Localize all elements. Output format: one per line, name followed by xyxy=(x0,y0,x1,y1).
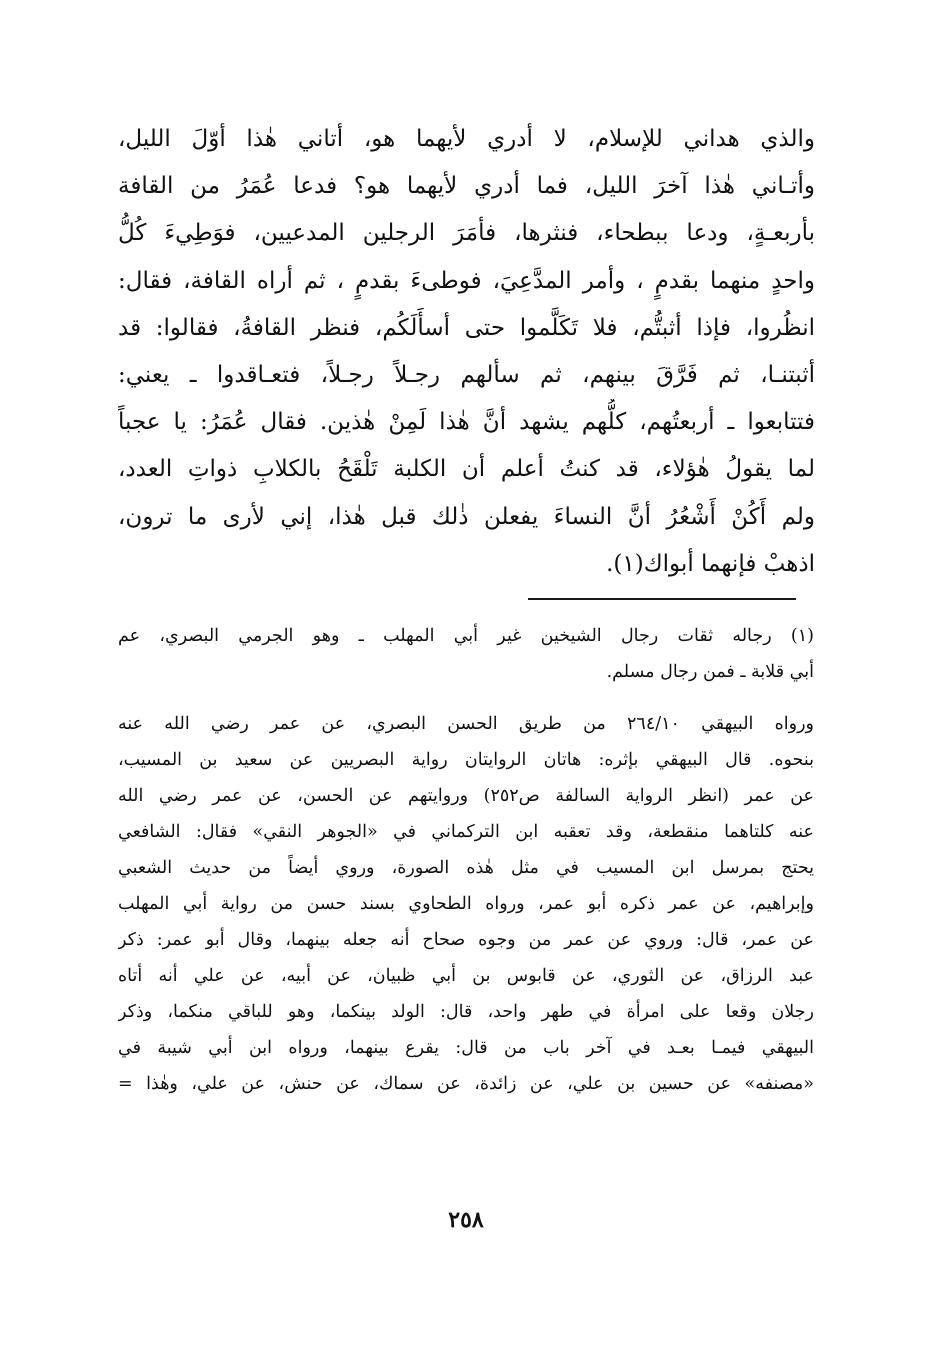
main-text-line: فتتابعوا ـ أربعتُهم، كلُّهم يشهد أنَّ هٰذا لَمِنْ هٰذين. فقال عُمَرُ: يا عجباً xyxy=(118,409,815,436)
footnote-line: «مصنفه» عن حسين بن علي، عن زائدة، عن سماك، عن حنش، عن علي، وهٰذا = xyxy=(118,1074,814,1094)
page-number: ٢٥٨ xyxy=(448,1207,484,1233)
main-text-line: ولم أَكُنْ أَشْعُرُ أنَّ النساءَ يفعلن ذٰلك قبل هٰذا، إني لأرى ما ترون، xyxy=(118,503,815,530)
main-text-line: والذي هداني للإسلام، لا أدري لأيهما هو، أتاني هٰذا أوّلَ الليل، xyxy=(118,126,815,152)
main-text-line: لما يقولُ هٰؤلاء، قد كنتُ أعلم أن الكلبة تَلْقَحُ بالكلابِ ذواتِ العدد، xyxy=(118,456,815,483)
footnote-line: وإبراهيم، عن عمر ذكره أبو عمر، ورواه الطحاوي بسند حسن من رواية أبي المهلب xyxy=(118,894,814,914)
main-text-line: اذهبْ فإنهما أبواك(١). xyxy=(606,550,815,577)
main-text-line: أثبتنـا، ثم فَرَّقَ بينهم، ثم سألهم رجـلاً رجـلاً، فتعـاقدوا ـ يعني: xyxy=(118,361,815,388)
footnotes-block xyxy=(118,618,814,1102)
footnote-line: ورواه البيهقي ٢٦٤/١٠ من طريق الحسن البصري، عن عمر رضي الله عنه xyxy=(118,714,814,734)
footnote-line: بنحوه. قال البيهقي بإثره: هاتان الروايتان رواية البصريين عن سعيد بن المسيب، xyxy=(118,750,814,770)
footnote-line: عن عمر، قال: وروي عن عمر من وجوه صحاح أنه جعله بينهما، وقال أبو عمر: ذكر xyxy=(118,930,814,950)
footnote-paragraph-gap xyxy=(118,690,814,706)
footnote-line: عنه كلتاهما منقطعة، وقد تعقبه ابن التركماني في «الجوهر النقي» فقال: الشافعي xyxy=(118,822,814,842)
footnote-line: رجلان وقعا على امرأة في طهر واحد، قال: الولد بينكما، وهو للباقي منكما، وذكر xyxy=(118,1002,814,1022)
footnote-line: أبي قلابة ـ فمن رجال مسلم. xyxy=(606,662,814,682)
main-text-line: بأربعـةٍ، ودعا ببطحاء، فنثرها، فأمَرَ الرجلين المدعيين، فوَطِيءَ كُلُّ xyxy=(118,220,815,247)
footnote-line: عن عمر (انظر الرواية السالفة ص٢٥٢) وروايتهم عن الحسن، عن عمر رضي الله xyxy=(118,786,814,806)
main-text-block xyxy=(118,116,815,588)
footnote-line: يحتج بمرسل ابن المسيب في مثل هٰذه الصورة، وروي أيضاً من حديث الشعبي xyxy=(118,858,814,878)
footnote-line: عبد الرزاق، عن الثوري، عن قابوس بن أبي ظبيان، عن أبيه، عن علي أنه أتاه xyxy=(118,966,814,986)
footnote-line: البيهقي فيمـا بعـد في آخر باب من قال: يقرع بينهما، ورواه ابن أبي شيبة في xyxy=(118,1038,814,1058)
main-text-line: انظُروا، فإذا أثبتُّم، فلا تَكَلَّموا حتى أسأَلَكُم، فنظر القافةُ، فقالوا: قد xyxy=(118,314,815,341)
footnote-line: (١) رجاله ثقات رجال الشيخين غير أبي المهلب ـ وهو الجرمي البصري، عم xyxy=(118,626,814,646)
main-text-line: وأتـاني هٰذا آخرَ الليل، فما أدري لأيهما هو؟ فدعا عُمَرُ من القافة xyxy=(118,173,815,200)
footnote-separator xyxy=(528,598,796,600)
main-text-line: واحدٍ منهما بقدمٍ ، وأمر المدَّعِيَ، فوطىءَ بقدمٍ ، ثم أراه القافة، فقال: xyxy=(118,267,815,294)
